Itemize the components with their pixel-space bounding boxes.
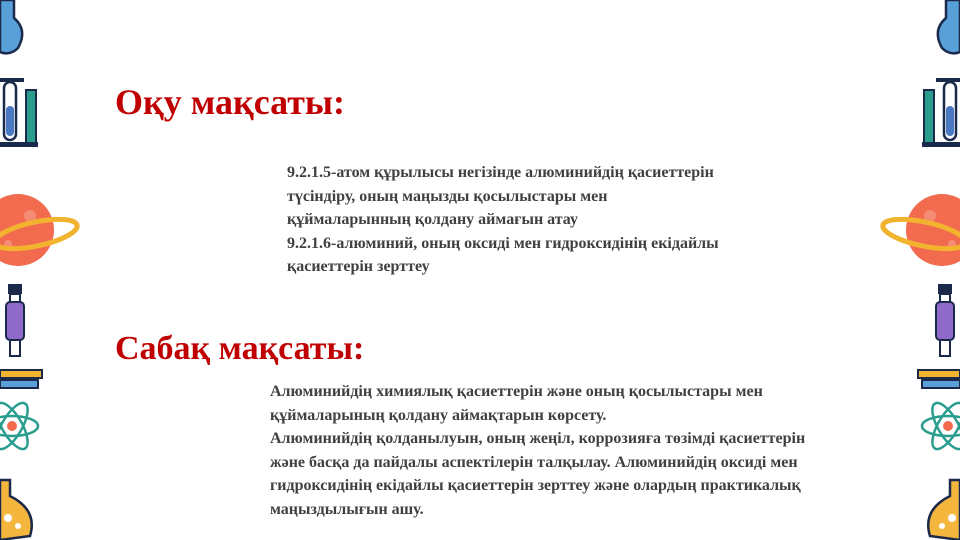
- text-line: және басқа да пайдалы аспектілерін талқылау. Алюминийдің оксиді мен: [270, 453, 798, 471]
- ruler-icon: [0, 366, 44, 392]
- text-line: 9.2.1.5-атом құрылысы негізінде алюминийдің қасиеттерін: [287, 164, 714, 181]
- text-line: маңыздылығын ашу.: [270, 500, 424, 518]
- lesson-goals-heading: Сабақ мақсаты:: [115, 330, 365, 367]
- pipette-icon: [0, 284, 32, 362]
- atom-icon: [0, 396, 60, 456]
- text-line: құймаларының қолдану аймақтарын көрсету.: [270, 406, 607, 424]
- flask-icon: [930, 0, 960, 55]
- text-line: Алюминийдің қолданылуын, оның жеңіл, коррозияға төзімді қасиеттерін: [270, 430, 806, 447]
- text-line: Алюминийдің химиялық қасиеттерін және оның қосылыстары мен: [270, 383, 763, 400]
- learning-goals-heading: Оқу мақсаты:: [115, 82, 346, 122]
- test-tube-icon: [920, 72, 960, 152]
- pipette-icon: [928, 284, 960, 362]
- flask-icon: [0, 0, 30, 55]
- test-tube-icon: [0, 72, 40, 152]
- text-line: қасиеттерін зерттеу: [287, 258, 430, 275]
- planet-icon: [0, 186, 82, 276]
- text-line: құймаларынның қолдану аймағын атау: [287, 211, 578, 228]
- planet-icon: [878, 186, 960, 276]
- lesson-goals-text: [270, 380, 950, 521]
- text-line: 9.2.1.6-алюминий, оның оксиді мен гидроксидінің екідайлы: [287, 234, 719, 252]
- text-line: түсіндіру, оның маңызды қосылыстары мен: [287, 187, 608, 205]
- flask-icon: [0, 466, 44, 540]
- learning-goals-text: [287, 161, 847, 279]
- text-line: гидроксидінің екідайлы қасиеттерін зерттеу және олардың практикалық: [270, 477, 801, 494]
